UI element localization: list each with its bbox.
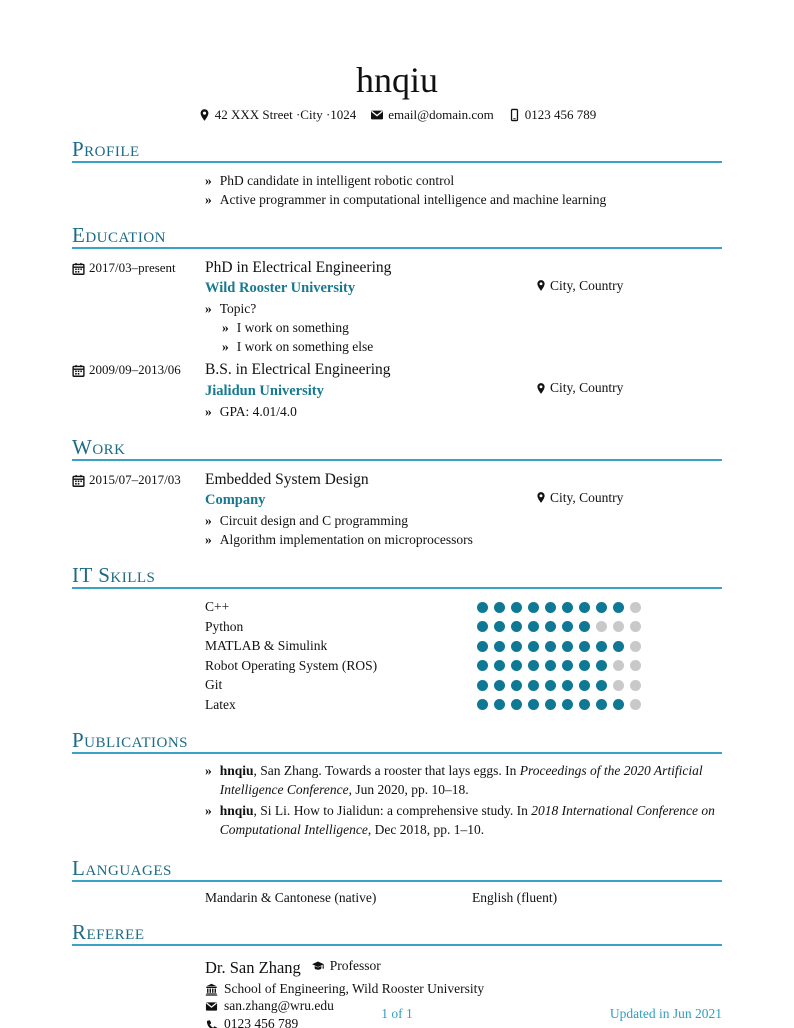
publication-item bbox=[205, 802, 722, 839]
skill-dot-filled bbox=[511, 699, 522, 710]
entry-dates-text: 2017/03–present bbox=[89, 259, 176, 275]
skill-dot-filled bbox=[494, 660, 505, 671]
section-rule bbox=[72, 247, 722, 249]
skill-row bbox=[205, 675, 722, 695]
calendar-icon bbox=[72, 364, 85, 377]
contact-email bbox=[370, 107, 493, 123]
publication-tail: , Jun 2020, pp. 10–18. bbox=[348, 781, 469, 797]
publication-tail: , Dec 2018, pp. 1–10. bbox=[367, 821, 485, 837]
skill-dot-filled bbox=[579, 699, 590, 710]
publication-title: How to Jialidun: a comprehensive study. bbox=[293, 803, 514, 819]
section-it-skills bbox=[0, 564, 794, 714]
skill-dot-filled bbox=[528, 602, 539, 613]
entry-bullet bbox=[205, 530, 722, 549]
entry-dates-text: 2015/07–2017/03 bbox=[89, 471, 181, 487]
skill-dot-filled bbox=[562, 621, 573, 632]
skill-dot-filled bbox=[511, 680, 522, 691]
skill-dot-filled bbox=[528, 641, 539, 652]
publication-title: Towards a rooster that lays eggs. bbox=[324, 763, 502, 779]
skill-dot-filled bbox=[511, 602, 522, 613]
mobile-phone-icon bbox=[508, 108, 521, 122]
contact-address-text: 42 XXX Street ·City ·1024 bbox=[214, 106, 357, 122]
skill-dot-empty bbox=[613, 621, 624, 632]
skill-dot-filled bbox=[596, 660, 607, 671]
publication-item bbox=[205, 762, 722, 799]
contact-email-text: email@domain.com bbox=[388, 106, 494, 122]
skill-dot-filled bbox=[528, 621, 539, 632]
location-pin-icon bbox=[535, 279, 547, 292]
skill-dot-filled bbox=[511, 621, 522, 632]
referee-name: Dr. San Zhang bbox=[205, 957, 301, 977]
skill-dot-filled bbox=[528, 680, 539, 691]
skill-row bbox=[205, 656, 722, 676]
skill-dot-filled bbox=[613, 602, 624, 613]
language-item: English (fluent) bbox=[472, 890, 558, 906]
entry-dates bbox=[72, 469, 205, 550]
entry-sub-bullet bbox=[222, 318, 722, 337]
section-publications bbox=[0, 729, 794, 842]
section-profile bbox=[0, 138, 794, 209]
skill-rating bbox=[477, 699, 722, 710]
skill-row bbox=[205, 597, 722, 617]
section-rule bbox=[72, 459, 722, 461]
work-heading: Work bbox=[72, 434, 126, 459]
entry-title: PhD in Electrical Engineering bbox=[205, 258, 392, 276]
section-rule bbox=[72, 587, 722, 589]
skill-dot-filled bbox=[477, 660, 488, 671]
skill-dot-filled bbox=[579, 602, 590, 613]
entry-location-text: City, Country bbox=[550, 380, 624, 396]
skill-dot-filled bbox=[579, 660, 590, 671]
publication-in: In bbox=[516, 803, 528, 819]
publication-venue: Proceedings of the 2020 Artificial Intelligence Conference bbox=[219, 763, 703, 797]
skill-dot-filled bbox=[562, 602, 573, 613]
referee-phone: 0123 456 789 bbox=[224, 1015, 299, 1028]
skill-dot-filled bbox=[613, 641, 624, 652]
bullet-marker: » bbox=[205, 763, 212, 779]
bullet-marker: » bbox=[205, 403, 212, 419]
entry-location-text: City, Country bbox=[550, 277, 624, 293]
bullet-marker: » bbox=[222, 339, 229, 355]
skill-dot-filled bbox=[494, 602, 505, 613]
skill-dot-empty bbox=[630, 680, 641, 691]
skill-dot-filled bbox=[596, 602, 607, 613]
entry-dates bbox=[72, 359, 205, 421]
publication-text bbox=[220, 762, 722, 799]
bullet-marker: » bbox=[205, 532, 212, 548]
publication-author-bold: hnqiu bbox=[219, 803, 254, 819]
publication-text bbox=[220, 802, 722, 839]
page-number: 1 of 1 bbox=[381, 1006, 413, 1021]
section-work bbox=[0, 436, 794, 550]
section-rule bbox=[72, 752, 722, 754]
skill-dot-filled bbox=[545, 680, 556, 691]
skill-dot-filled bbox=[545, 699, 556, 710]
entry-title: B.S. in Electrical Engineering bbox=[205, 361, 391, 379]
location-pin-icon bbox=[535, 491, 547, 504]
contact-mobile bbox=[508, 107, 597, 123]
languages-list bbox=[205, 890, 722, 906]
entry-bullet bbox=[205, 299, 722, 318]
entry-institution: Jialidun University bbox=[205, 382, 324, 399]
bullet-marker: » bbox=[205, 172, 212, 188]
entry-location bbox=[535, 278, 722, 294]
publication-authors: , San Zhang. bbox=[253, 763, 322, 779]
entry-location-text: City, Country bbox=[550, 489, 624, 505]
publication-in: In bbox=[505, 763, 517, 779]
skill-dot-filled bbox=[494, 621, 505, 632]
entry-bullet-text: Algorithm implementation on microprocessors bbox=[219, 532, 473, 548]
entry-location bbox=[535, 490, 722, 506]
skill-label: MATLAB & Simulink bbox=[205, 638, 328, 654]
updated-date: Updated in Jun 2021 bbox=[609, 1006, 722, 1021]
skill-dot-filled bbox=[545, 621, 556, 632]
graduation-cap-icon bbox=[311, 960, 325, 973]
skill-rating bbox=[477, 660, 722, 671]
entry-institution: Wild Rooster University bbox=[205, 280, 356, 297]
profile-heading: Profile bbox=[72, 136, 140, 161]
skill-dot-filled bbox=[477, 680, 488, 691]
entry-sub-bullet-text: I work on something bbox=[236, 320, 349, 336]
skill-dot-empty bbox=[630, 621, 641, 632]
location-pin-icon bbox=[535, 382, 547, 395]
entry-sub-bullet-text: I work on something else bbox=[236, 339, 374, 355]
entry-bullet-text: GPA: 4.01/4.0 bbox=[219, 403, 297, 419]
skill-dot-filled bbox=[562, 660, 573, 671]
envelope-icon bbox=[370, 108, 384, 122]
work-entry bbox=[72, 469, 722, 550]
entry-bullet-text: Topic? bbox=[219, 301, 257, 317]
section-rule bbox=[72, 880, 722, 882]
publication-author-bold: hnqiu bbox=[219, 763, 254, 779]
education-entry bbox=[72, 359, 722, 421]
bullet-marker: » bbox=[205, 513, 212, 529]
skill-label: Python bbox=[205, 618, 244, 634]
skill-dot-empty bbox=[630, 699, 641, 710]
skill-dot-empty bbox=[613, 660, 624, 671]
skill-dot-filled bbox=[562, 641, 573, 652]
person-name: hnqiu bbox=[355, 60, 438, 100]
skill-dot-filled bbox=[579, 641, 590, 652]
section-rule bbox=[72, 944, 722, 946]
publications-list bbox=[205, 762, 722, 842]
skill-dot-empty bbox=[630, 660, 641, 671]
skill-dot-filled bbox=[494, 680, 505, 691]
section-languages bbox=[0, 857, 794, 906]
entry-dates bbox=[72, 257, 205, 357]
education-heading: Education bbox=[72, 222, 166, 247]
publication-venue: 2018 International Conference on Computational Intelligence bbox=[219, 803, 715, 837]
skill-rating bbox=[477, 602, 722, 613]
bullet-marker: » bbox=[205, 803, 212, 819]
skill-dot-filled bbox=[528, 660, 539, 671]
skill-row bbox=[205, 695, 722, 715]
skill-dot-filled bbox=[477, 602, 488, 613]
university-building-icon bbox=[205, 983, 218, 996]
skill-rating bbox=[477, 680, 722, 691]
referee-role bbox=[311, 954, 381, 978]
skill-row bbox=[205, 617, 722, 637]
referee-role-text: Professor bbox=[329, 958, 381, 974]
contact-address bbox=[198, 107, 357, 123]
location-pin-icon bbox=[198, 108, 211, 122]
skill-dot-filled bbox=[494, 699, 505, 710]
calendar-icon bbox=[72, 262, 85, 275]
skill-dot-filled bbox=[477, 621, 488, 632]
skill-dot-filled bbox=[545, 602, 556, 613]
header bbox=[0, 0, 794, 123]
skill-dot-empty bbox=[630, 602, 641, 613]
language-item: Mandarin & Cantonese (native) bbox=[205, 890, 377, 906]
skill-dot-filled bbox=[579, 680, 590, 691]
profile-item bbox=[205, 171, 722, 190]
entry-bullet-text: Circuit design and C programming bbox=[219, 513, 408, 529]
skill-dot-filled bbox=[511, 660, 522, 671]
education-entry bbox=[72, 257, 722, 357]
skill-dot-empty bbox=[596, 621, 607, 632]
skill-dot-filled bbox=[545, 641, 556, 652]
publications-heading: Publications bbox=[72, 728, 189, 753]
bullet-marker: » bbox=[222, 320, 229, 336]
skill-rating bbox=[477, 621, 722, 632]
skill-dot-filled bbox=[562, 680, 573, 691]
skill-dot-filled bbox=[528, 699, 539, 710]
skills-list bbox=[205, 597, 722, 714]
bullet-marker: » bbox=[205, 301, 212, 317]
section-education bbox=[0, 224, 794, 421]
publication-authors: , Si Li. bbox=[253, 803, 291, 819]
profile-item-text: PhD candidate in intelligent robotic control bbox=[219, 172, 455, 188]
entry-bullet bbox=[205, 402, 722, 421]
skill-dot-filled bbox=[596, 699, 607, 710]
skill-dot-filled bbox=[596, 641, 607, 652]
calendar-icon bbox=[72, 474, 85, 487]
skill-dot-filled bbox=[579, 621, 590, 632]
entry-sub-bullet bbox=[222, 337, 722, 356]
referee-email: san.zhang@wru.edu bbox=[224, 998, 334, 1014]
entry-location bbox=[535, 380, 722, 396]
skill-label: Robot Operating System (ROS) bbox=[205, 657, 378, 673]
contact-mobile-text: 0123 456 789 bbox=[524, 106, 597, 122]
skill-dot-empty bbox=[613, 680, 624, 691]
skill-dot-filled bbox=[562, 699, 573, 710]
bullet-marker: » bbox=[205, 191, 212, 207]
section-rule bbox=[72, 161, 722, 163]
referee-heading: Referee bbox=[72, 920, 145, 945]
skill-dot-filled bbox=[511, 641, 522, 652]
it-skills-heading: IT Skills bbox=[72, 563, 156, 588]
skill-dot-empty bbox=[630, 641, 641, 652]
skill-dot-filled bbox=[545, 660, 556, 671]
languages-heading: Languages bbox=[72, 856, 172, 881]
skill-dot-filled bbox=[613, 699, 624, 710]
entry-institution: Company bbox=[205, 492, 266, 509]
skill-dot-filled bbox=[596, 680, 607, 691]
skill-dot-filled bbox=[477, 699, 488, 710]
profile-item-text: Active programmer in computational intelligence and machine learning bbox=[219, 191, 607, 207]
entry-title: Embedded System Design bbox=[205, 470, 369, 488]
profile-body bbox=[72, 171, 722, 209]
skill-label: Git bbox=[205, 677, 223, 693]
skill-row bbox=[205, 636, 722, 656]
skill-label: Latex bbox=[205, 696, 236, 712]
contact-line bbox=[72, 107, 722, 123]
skill-label: C++ bbox=[205, 599, 230, 615]
profile-item bbox=[205, 190, 722, 209]
skill-dot-filled bbox=[494, 641, 505, 652]
entry-dates-text: 2009/09–2013/06 bbox=[89, 362, 181, 378]
entry-bullet bbox=[205, 511, 722, 530]
skill-rating bbox=[477, 641, 722, 652]
skill-dot-filled bbox=[477, 641, 488, 652]
referee-affiliation: School of Engineering, Wild Rooster University bbox=[224, 980, 485, 996]
